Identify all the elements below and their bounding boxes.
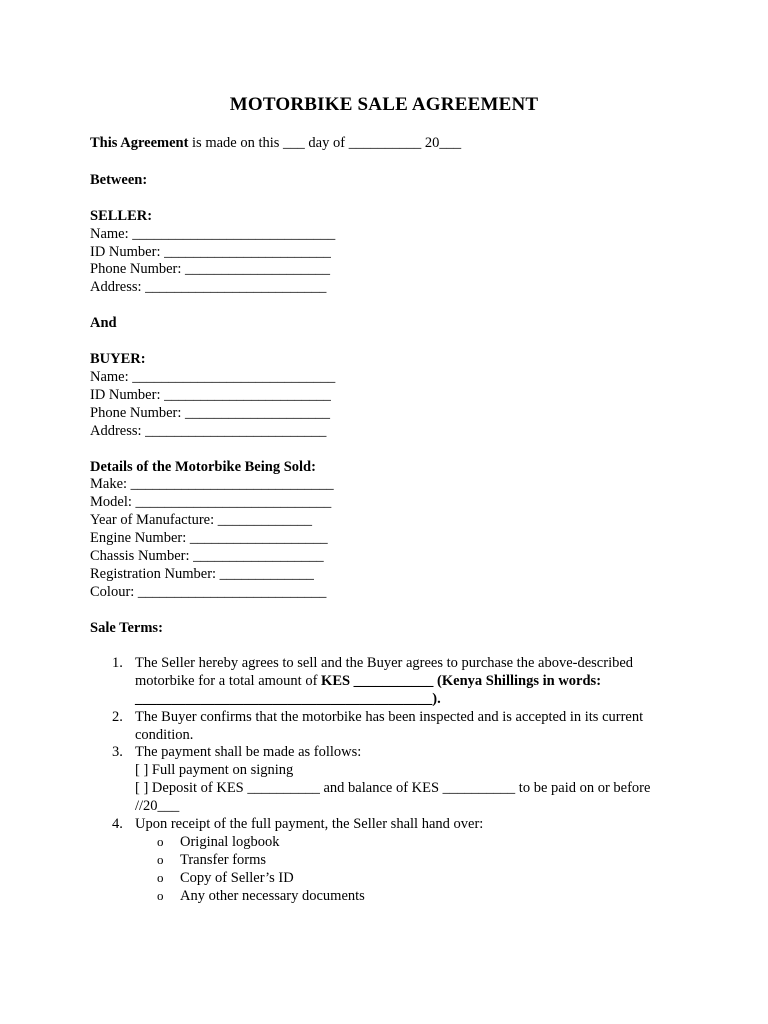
buyer-address-field: Address: _________________________ — [90, 423, 327, 439]
term-2-line-2: condition. — [135, 727, 194, 743]
term-1-line-2 — [135, 672, 601, 690]
seller-address-field: Address: _________________________ — [90, 279, 327, 295]
document-title: MOTORBIKE SALE AGREEMENT — [229, 94, 539, 115]
term-3-line-1: The payment shall be made as follows: — [135, 744, 362, 760]
handover-item-seller-id: Copy of Seller’s ID — [180, 870, 294, 886]
year-field: Year of Manufacture: _____________ — [90, 512, 313, 528]
details-heading: Details of the Motorbike Being Sold: — [90, 459, 316, 475]
seller-heading: SELLER: — [90, 208, 153, 224]
between-label: Between: — [90, 172, 148, 188]
handover-item-transfer-forms: Transfer forms — [180, 852, 267, 868]
bullet-marker: o — [157, 852, 164, 867]
colour-field: Colour: __________________________ — [90, 584, 327, 600]
term-2-line-1: The Buyer confirms that the motorbike has been inspected and is accepted in its current — [135, 709, 644, 725]
term-3-deposit-option: [ ] Deposit of KES __________ and balance of KES __________ to be paid on or before — [135, 780, 651, 796]
handover-item-other-documents: Any other necessary documents — [180, 888, 365, 904]
buyer-phone-field: Phone Number: ____________________ — [90, 405, 331, 421]
term-4-number: 4. — [112, 816, 123, 832]
buyer-heading: BUYER: — [90, 351, 146, 367]
model-field: Model: ___________________________ — [90, 494, 332, 510]
term-1-amount-kes: KES ___________ (Kenya Shillings in words: — [321, 673, 602, 689]
buyer-id-field: ID Number: _______________________ — [90, 387, 331, 403]
make-field: Make: ____________________________ — [90, 476, 334, 492]
chassis-number-field: Chassis Number: __________________ — [90, 548, 324, 564]
term-3-number: 3. — [112, 744, 123, 760]
term-2-number: 2. — [112, 709, 123, 725]
agreement-date-text: is made on this ___ day of __________ 20___ — [188, 135, 462, 151]
term-1-amount-text: motorbike for a total amount of — [135, 673, 322, 689]
registration-number-field: Registration Number: _____________ — [90, 566, 314, 582]
term-4-line-1: Upon receipt of the full payment, the Seller shall hand over: — [135, 816, 484, 832]
buyer-name-field: Name: ____________________________ — [90, 369, 336, 385]
and-label: And — [90, 315, 117, 331]
term-3-line-4: //20___ — [135, 798, 180, 814]
term-1-number: 1. — [112, 655, 123, 671]
sale-terms-heading: Sale Terms: — [90, 620, 163, 636]
term-1-line-1: The Seller hereby agrees to sell and the Buyer agrees to purchase the above-described — [135, 655, 634, 671]
agreement-lead: This Agreement — [90, 135, 189, 151]
engine-number-field: Engine Number: ___________________ — [90, 530, 328, 546]
seller-phone-field: Phone Number: ____________________ — [90, 261, 331, 277]
seller-name-field: Name: ____________________________ — [90, 226, 336, 242]
bullet-marker: o — [157, 888, 164, 903]
term-3-full-payment-option: [ ] Full payment on signing — [135, 762, 294, 778]
seller-id-field: ID Number: _______________________ — [90, 244, 331, 260]
handover-item-logbook: Original logbook — [180, 834, 280, 850]
bullet-marker: o — [157, 870, 164, 885]
term-1-line-3: _________________________________________). — [135, 691, 441, 707]
bullet-marker: o — [157, 834, 164, 849]
agreement-date-line — [90, 134, 461, 152]
